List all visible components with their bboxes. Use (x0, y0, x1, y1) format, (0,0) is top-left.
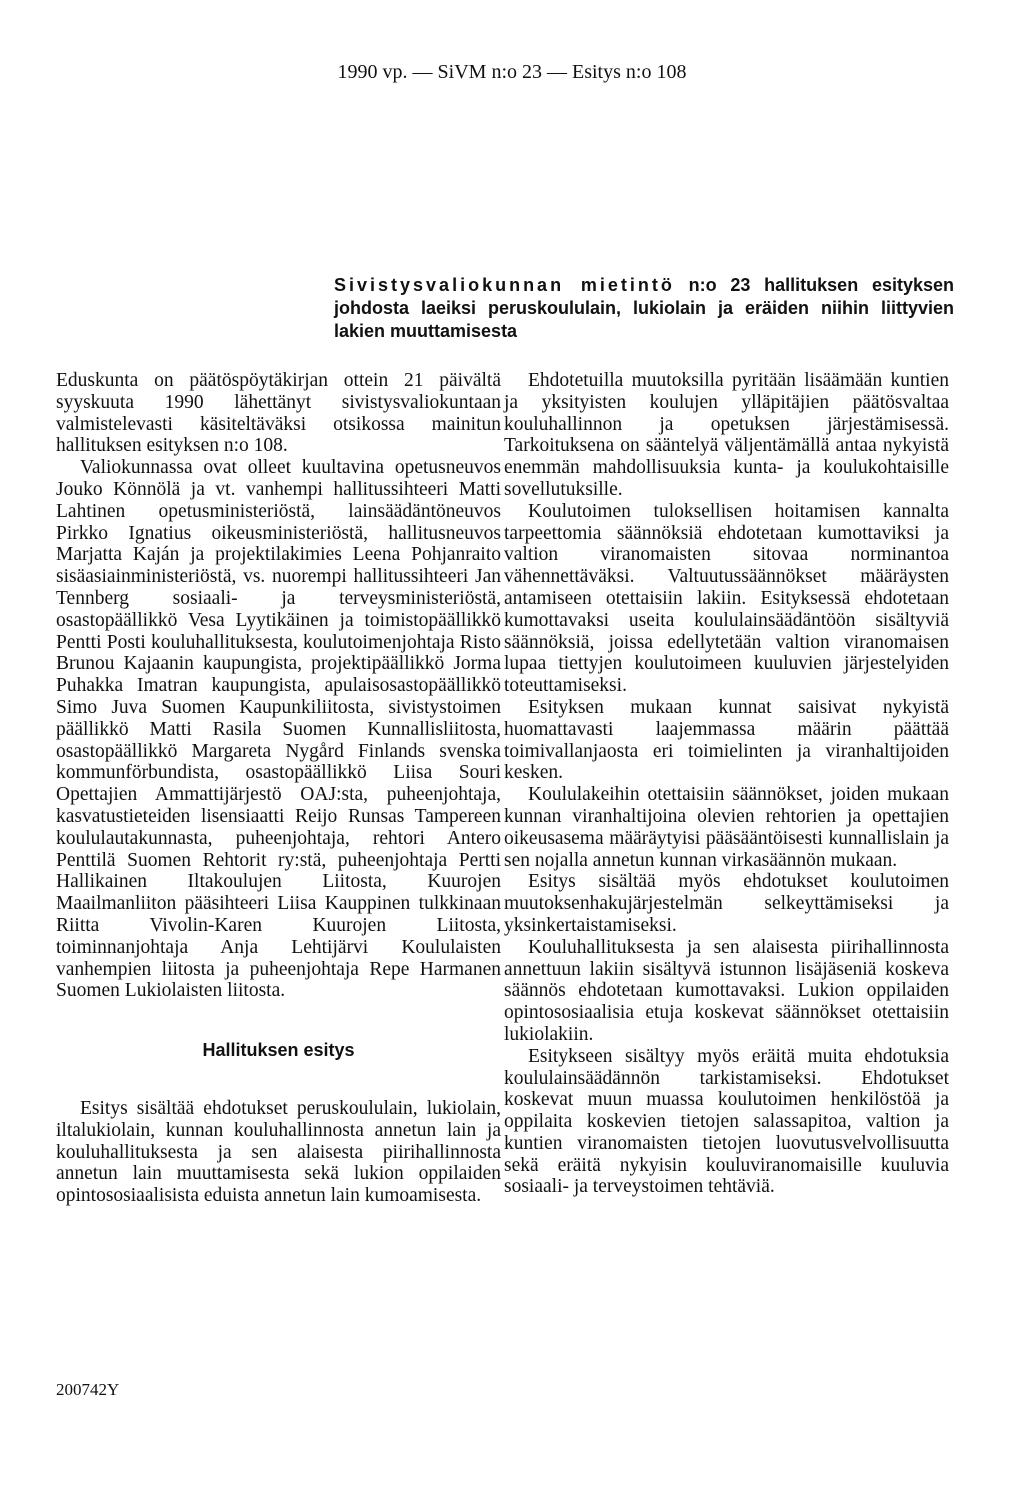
committee-name: Sivistysvaliokunnan mietintö (334, 275, 675, 295)
paragraph: Ehdotetuilla muutoksilla pyritään lisäämään kuntien ja yksityisten koulujen ylläpitäjien päätösvaltaa kouluhallinnon ja opetuksen järjestämisessä. Tarkoituksena on sääntelyä väljentämällä antaa nykyistä enemmän mahdollisuuksia kunta- ja koulukohtaisille sovellutuksille. (504, 370, 949, 500)
right-column (504, 370, 949, 1198)
paragraph: Esitys sisältää myös ehdotukset koulutoimen muutoksenhakujärjestelmän selkeyttämiseksi ja yksinkertaistamiseksi. (504, 871, 949, 936)
paragraph: Eduskunta on päätöspöytäkirjan ottein 21 päivältä syyskuuta 1990 lähettänyt sivistysvaliokuntaan valmistelevasti käsiteltäväksi otsikossa mainitun hallituksen esityksen n:o 108. (56, 370, 501, 457)
paragraph: Valiokunnassa ovat olleet kuultavina opetusneuvos Jouko Könnölä ja vt. vanhempi hallitussihteeri Matti Lahtinen opetusministeriöstä, lainsäädäntöneuvos Pirkko Ignatius oikeusministeriöstä, hallitusneuvos Marjatta Kaján ja projektilakimies Leena Pohjanraito sisäasiainministeriöstä, vs. nuorempi hallitussihteeri Jan Tennberg sosiaali- ja terveysministeriöstä, osastopäällikkö Vesa Lyytikäinen ja toimistopäällikkö Pentti Posti kouluhallituksesta, koulutoimenjohtaja Risto Brunou Kajaanin kaupungista, projektipäällikkö Jorma Puhakka Imatran kaupungista, apulaisosastopäällikkö Simo Juva Suomen Kaupunkiliitosta, sivistystoimen päällikkö Matti Rasila Suomen Kunnallisliitosta, osastopäällikkö Margareta Nygård Finlands svenska kommunförbundista, osastopäällikkö Liisa Souri Opettajien Ammattijärjestö OAJ:sta, puheenjohtaja, kasvatustieteiden lisensiaatti Reijo Runsas Tampereen koululautakunnasta, puheenjohtaja, rehtori Antero Penttilä Suomen Rehtorit ry:stä, puheenjohtaja Pertti Hallikainen Iltakoulujen Liitosta, Kuurojen Maailmanliiton pääsihteeri Liisa Kauppinen tulkkinaan Riitta Vivolin-Karen Kuurojen Liitosta, toiminnanjohtaja Anja Lehtijärvi Koululaisten vanhempien liitosta ja puheenjohtaja Repe Harmanen Suomen Lukiolaisten liitosta. (56, 457, 501, 1002)
paragraph: Kouluhallituksesta ja sen alaisesta piirihallinnosta annettuun lakiin sisältyvä istunnon lisäjäseniä koskeva säännös ehdotetaan kumottavaksi. Lukion oppilaiden opintososiaalisia etuja koskevat säännökset otettaisiin lukiolakiin. (504, 936, 949, 1045)
document-title (334, 274, 954, 343)
paragraph: Koulutoimen tuloksellisen hoitamisen kannalta tarpeettomia säännöksiä ehdotetaan kumottaviksi ja valtion viranomaisten sitovaa norminantoa vähennettäväksi. Valtuutussäännökset määräysten antamiseen otettaisiin lakiin. Esityksessä ehdotetaan kumottavaksi useita koululainsäädäntöön sisältyviä säännöksiä, joissa edellytetään valtion viranomaisen lupaa tiettyjen koulutoimeen kuuluvien järjestelyiden toteuttamiseksi. (504, 500, 949, 697)
title-rest: n:o 23 hallituksen esityksen johdosta laeiksi peruskoululain, lukiolain ja eräiden niihin liittyvien lakien muuttamisesta (334, 275, 955, 341)
paragraph: Esityksen mukaan kunnat saisivat nykyistä huomattavasti laajemmassa määrin päättää toimivallanjaosta eri toimielinten ja viranhaltijoiden kesken. (504, 696, 949, 784)
section-heading: Hallituksen esitys (202, 1040, 355, 1061)
paragraph: Esitykseen sisältyy myös eräitä muita ehdotuksia koululainsäädännön tarkistamiseksi. Ehdotukset koskevat muun muassa koulutoimen henkilöstöä ja oppilaita koskevien tietojen salassapitoa, valtion ja kuntien viranomaisten tietojen luovutusvelvollisuutta sekä eräitä nykyisin kouluviranomaisille kuuluvia sosiaali- ja terveystoimen tehtäviä. (504, 1045, 949, 1198)
left-column (56, 370, 501, 1207)
paragraph: Esitys sisältää ehdotukset peruskoululain, lukiolain, iltalukiolain, kunnan kouluhallinnosta annetun lain ja kouluhallituksesta ja sen alaisesta piirihallinnosta annetun lain muuttamisesta sekä lukion oppilaiden opintososiaalisista eduista annetun lain kumoamisesta. (56, 1097, 501, 1207)
print-code: 200742Y (56, 1380, 120, 1399)
paragraph: Koululakeihin otettaisiin säännökset, joiden mukaan kunnan viranhaltijoina olevien rehtorien ja opettajien oikeusasema määräytyisi pääsääntöisesti kunnallislain ja sen nojalla annetun kunnan virkasäännön mukaan. (504, 784, 949, 871)
page-header: 1990 vp. — SiVM n:o 23 — Esitys n:o 108 (337, 61, 687, 83)
